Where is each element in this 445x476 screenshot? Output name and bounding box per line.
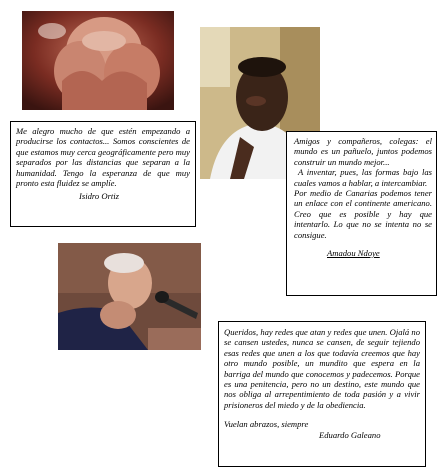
quote-text-ndoye-1: Amigos y compañeros, colegas: el mundo es un pañuelo, juntos podemos construir un mundo mejor... bbox=[294, 136, 432, 167]
quote-text-ndoye-2: A inventar, pues, las formas bajo las cuales vamos a hablar, a intercambiar. bbox=[294, 167, 432, 188]
photo-isidro-ortiz bbox=[22, 11, 174, 110]
signature-ndoye: Amadou Ndoye bbox=[327, 248, 380, 259]
quote-card-amadou-ndoye bbox=[286, 131, 437, 296]
signature-ortiz: Isidro Ortiz bbox=[79, 191, 120, 202]
closing-galeano: Vuelan abrazos, siempre bbox=[224, 419, 309, 430]
quote-text-ndoye-3: Por medio de Canarias podemos tener un enlace con el continente americano. Creo que es posible y hay que intentarlo. Lo que no se intenta no se consigue. bbox=[294, 188, 432, 240]
quote-card-eduardo-galeano bbox=[218, 321, 426, 467]
quote-text-galeano: Queridos, hay redes que atan y redes que unen. Ojalá no se cansen ustedes, nunca se cansen, de seguir tejiendo esas redes que unen a los que todavía creemos que hay otro mundo posible, un mundito que espera en la barriga del mundo que conocemos y padecemos. Porque es una penitencia, pero no un destino, este mundo que nos obliga al arrepentimiento de toda pasión y a vivir prisioneros del miedo y de la obediencia. bbox=[224, 327, 420, 410]
quote-card-isidro-ortiz bbox=[10, 121, 196, 227]
photo-eduardo-galeano bbox=[58, 243, 201, 350]
quote-text-ortiz: Me alegro mucho de que estén empezando a producirse los contactos... Somos conscientes de que estamos muy cerca geográficamente pero muy separados por las distancias que separan a la humanidad. Tengo la esperanza de que muy pronto esta fluidez se amplíe. bbox=[16, 126, 190, 189]
signature-galeano: Eduardo Galeano bbox=[319, 429, 381, 440]
